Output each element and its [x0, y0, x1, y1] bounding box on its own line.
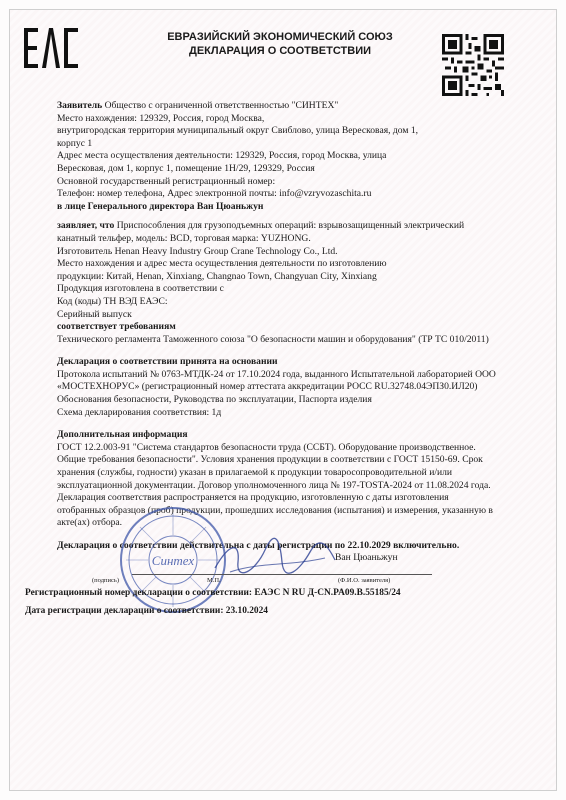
- location-line: корпус 1: [57, 137, 93, 149]
- serial-line: Серийный выпуск: [57, 308, 132, 320]
- signature-caption: (подпись): [92, 577, 119, 584]
- activity-line: Телефон: номер телефона, Адрес электронной почты: info@vzryvozaschita.ru: [57, 188, 372, 200]
- person-line: в лице Генерального директора Ван Цюаньжун: [57, 200, 264, 212]
- registration-date: Дата регистрации декларации о соответствии: 23.10.2024: [25, 606, 268, 616]
- location-line: Место нахождения: 129329, Россия, город Москва,: [57, 112, 265, 124]
- registration-block: [25, 584, 545, 620]
- extra-line: акте(ах) отбора.: [57, 517, 123, 529]
- extra-line: Декларация соответствия распространяется на продукцию, изготовленную с даты изготовления: [57, 492, 449, 504]
- extra-label: Дополнительная информация: [57, 429, 188, 441]
- spacer: [57, 419, 522, 429]
- registration-number: Регистрационный номер декларации о соответствии: ЕАЭС N RU Д-CN.PA09.B.55185/24: [25, 588, 401, 598]
- document-header: [100, 30, 460, 58]
- extra-line: ГОСТ 12.2.003-91 "Система стандартов безопасности труда (ССБТ). Оборудование производственное.: [57, 441, 476, 453]
- spacer: [57, 213, 522, 220]
- declares-line: канатный тельфер, модель: BCD, торговая марка: YUZHONG.: [57, 232, 311, 244]
- declares-label: заявляет, что: [57, 220, 115, 232]
- activity-line: Адрес места осуществления деятельности: 129329, Россия, город Москва, улица: [57, 150, 387, 162]
- declaration-body: [57, 100, 522, 553]
- name-caption: (Ф.И.О. заявителя): [338, 577, 391, 584]
- extra-line: отобранных образцов (проб) продукции, прошедших исследования (испытания) и измерения, указанную в: [57, 504, 493, 516]
- validity-line: Декларация о соответствии действительна с даты регистрации по 22.10.2029 включительно.: [57, 540, 460, 551]
- eac-logo: [24, 28, 78, 68]
- handwritten-signature: [210, 532, 340, 580]
- extra-line: Общие требования безопасности". Условия хранения продукции в соответствии с ГОСТ 15150-69. Срок: [57, 454, 483, 466]
- header-declaration-title: ДЕКЛАРАЦИЯ О СООТВЕТСТВИИ: [188, 45, 372, 57]
- mfr-location-line: Место нахождения и адрес места осуществления деятельности по изготовлению: [57, 258, 387, 270]
- manufacturer-line: Изготовитель Henan Heavy Industry Group Crane Technology Co., Ltd.: [57, 245, 338, 257]
- extra-line: эксплуатационной документации. Договор уполномоченного лица № 197-TOSTA-2024 от 11.08.2024 года.: [57, 479, 491, 491]
- seal-caption: М.П.: [207, 577, 221, 584]
- mfr-location-line: Продукция изготовлена в соответствии с: [57, 283, 224, 295]
- mfr-location-line: продукции: Китай, Henan, Xinxiang, Changnao Town, Changyuan City, Xinxiang: [57, 270, 377, 282]
- applicant-line: [57, 100, 522, 113]
- declares-text: Приспособления для грузоподъемных операций: взрывозащищенный электрический: [114, 220, 465, 232]
- code-line: Код (коды) ТН ВЭД ЕАЭС:: [57, 295, 168, 307]
- basis-line: Схема декларирования соответствия: 1д: [57, 406, 222, 418]
- activity-line: Основной государственный регистрационный номер:: [57, 175, 276, 187]
- basis-line: «МОСТЕХНОРУС» (регистрационный номер аттестата аккредитации РОСС RU.32748.04ЭПЗ0.ИЛ20): [57, 381, 478, 393]
- qr-code-icon: [442, 34, 504, 96]
- activity-line: Вересковая, дом 1, корпус 1, помещение 1Н/29, 129329, Россия: [57, 162, 315, 174]
- declares-line: [57, 220, 522, 233]
- applicant-text: Общество с ограниченной ответственностью "СИНТЕХ": [102, 100, 339, 111]
- signature-line: [132, 574, 432, 575]
- signer-name: Ван Цюаньжун: [335, 552, 398, 563]
- basis-line: Обоснования безопасности, Руководства по эксплуатации, Паспорта изделия: [57, 394, 372, 406]
- spacer: [57, 346, 522, 356]
- conforms-label: соответствует требованиям: [57, 321, 176, 333]
- applicant-label: Заявитель: [57, 100, 103, 111]
- location-line: внутригородская территория муниципальный округ Свиблово, улица Вересковая, дом 1,: [57, 125, 419, 137]
- conforms-text: Технического регламента Таможенного союза "О безопасности машин и оборудования" (ТР ТС 010/2011): [57, 333, 489, 345]
- stamp-text: Синтех: [151, 553, 195, 568]
- basis-line: Протокола испытаний № 0763-МТДК-24 от 17.10.2024 года, выданного Испытательной лабораторией ООО: [57, 368, 496, 380]
- extra-line: хранения (службы, годности) указан в прилагаемой к продукции товаросопроводительной и/или: [57, 467, 453, 479]
- basis-label: Декларация о соответствии принята на основании: [57, 356, 278, 368]
- header-union-title: ЕВРАЗИЙСКИЙ ЭКОНОМИЧЕСКИЙ СОЮЗ: [167, 31, 393, 43]
